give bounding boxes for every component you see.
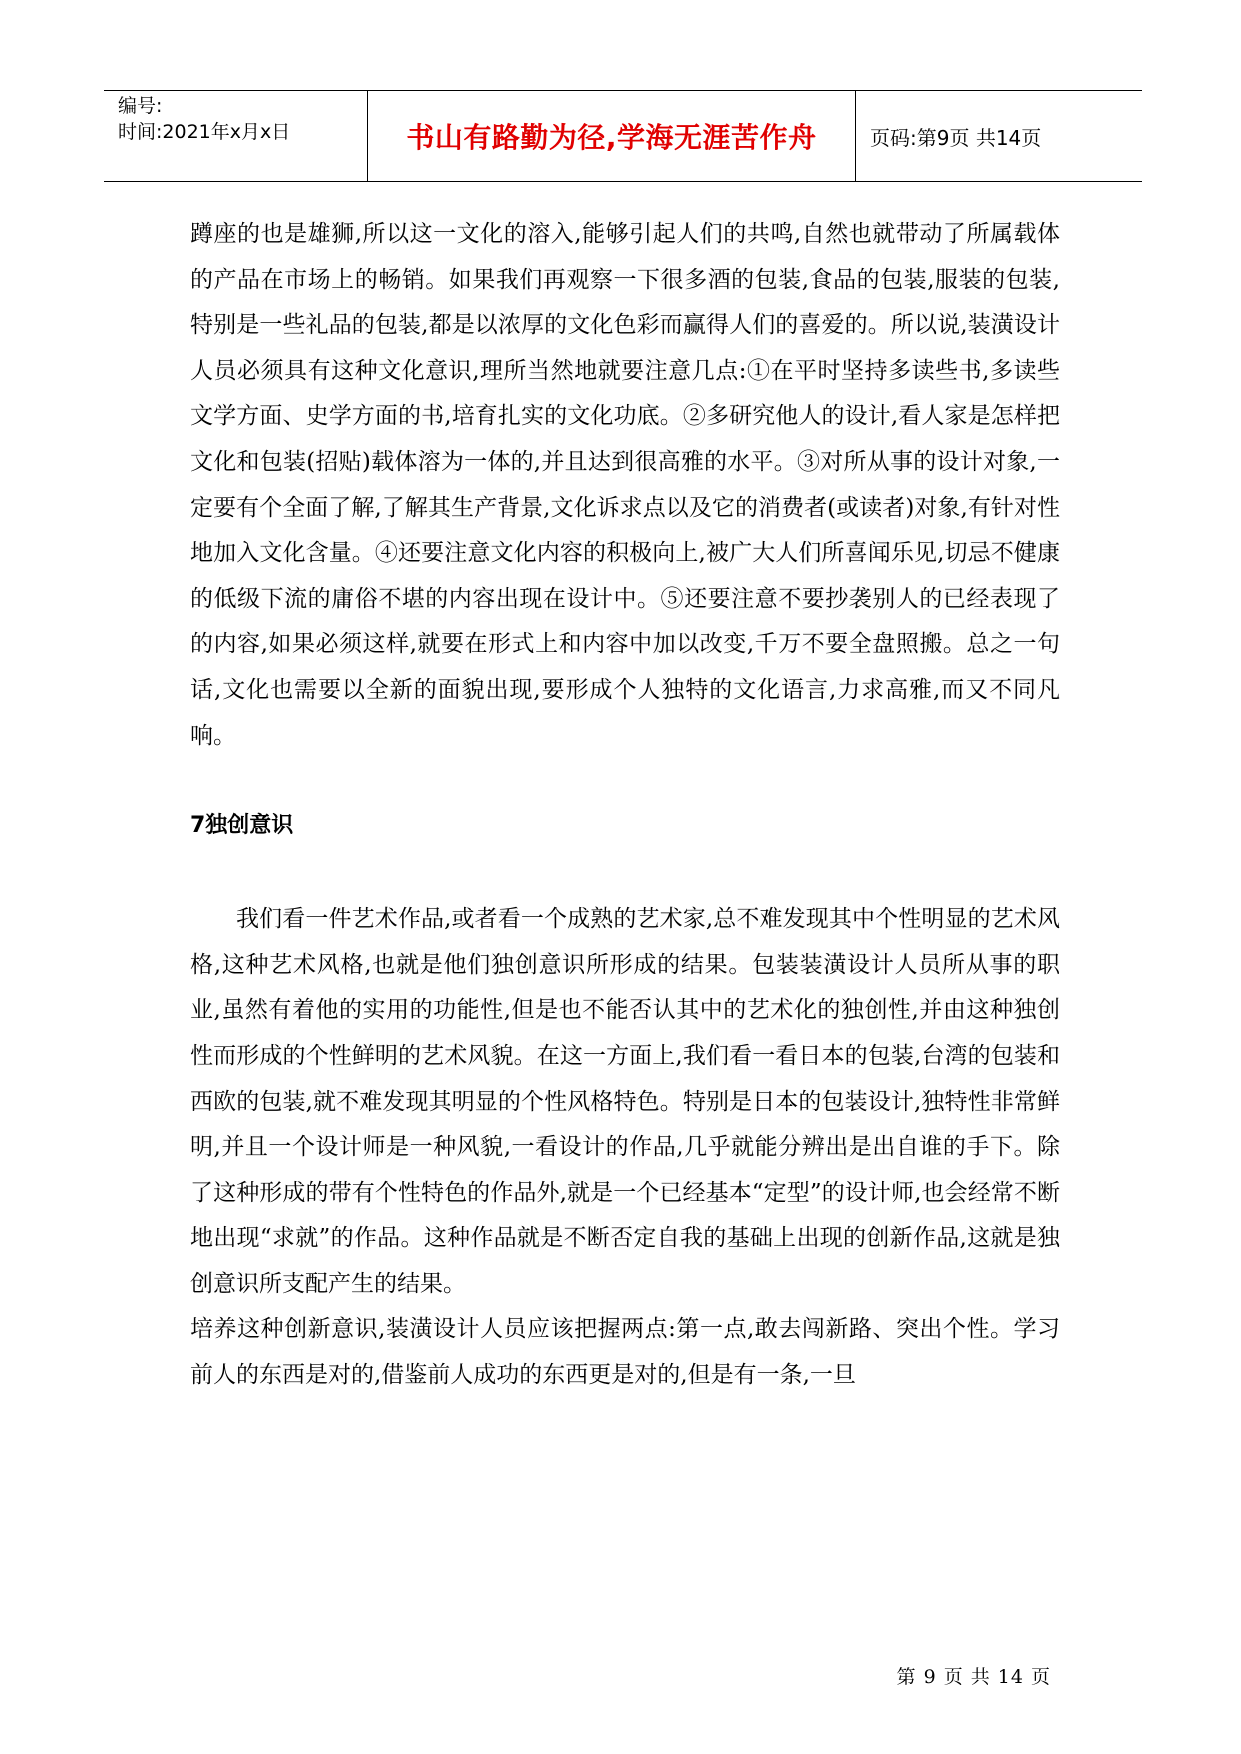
body-paragraph-2: 我们看一件艺术作品,或者看一个成熟的艺术家,总不难发现其中个性明显的艺术风格,这种艺术风格,也就是他们独创意识所形成的结果。包装装潢设计人员所从事的职业,虽然有着他的实用的功能性,但是也不能否认其中的艺术化的独创性,并由这种独创性而形成的个性鲜明的艺术风貌。在这一方面上,我们看一看日本的包装,台湾的包装和西欧的包装,就不难发现其明显的个性风格特色。特别是日本的包装设计,独特性非常鲜明,并且一个设计师是一种风貌,一看设计的作品,几乎就能分辨出是出自谁的手下。除了这种形成的带有个性特色的作品外,就是一个已经基本“定型”的设计师,也会经常不断地出现“求就”的作品。这种作品就是不断否定自我的基础上出现的创新作品,这就是独创意识所支配产生的结果。	[190, 906, 1060, 1297]
page-footer: 第 9 页 共 14 页	[896, 1666, 1051, 1688]
header-meta-cell	[104, 91, 368, 181]
header-motto-cell	[368, 91, 856, 181]
header-motto: 书山有路勤为径,学海无涯苦作舟	[406, 121, 817, 154]
header-page-cell	[856, 91, 1142, 181]
document-number-label: 编号:	[118, 95, 163, 117]
header-page-code: 页码:第9页 共14页	[870, 125, 1042, 150]
document-header	[104, 90, 1142, 182]
document-time-label: 时间:2021年x月x日	[118, 121, 291, 143]
body-paragraph-1: 蹲座的也是雄狮,所以这一文化的溶入,能够引起人们的共鸣,自然也就带动了所属载体的产品在市场上的畅销。如果我们再观察一下很多酒的包装,食品的包装,服装的包装,特别是一些礼品的包装,都是以浓厚的文化色彩而赢得人们的喜爱的。所以说,装潢设计人员必须具有这种文化意识,理所当然地就要注意几点:①在平时坚持多读些书,多读些文学方面、史学方面的书,培育扎实的文化功底。②多研究他人的设计,看人家是怎样把文化和包装(招贴)载体溶为一体的,并且达到很高雅的水平。③对所从事的设计对象,一定要有个全面了解,了解其生产背景,文化诉求点以及它的消费者(或读者)对象,有针对性地加入文化含量。④还要注意文化内容的积极向上,被广大人们所喜闻乐见,切忌不健康的低级下流的庸俗不堪的内容出现在设计中。⑤还要注意不要抄袭别人的已经表现了的内容,如果必须这样,就要在形式上和内容中加以改变,千万不要全盘照搬。总之一句话,文化也需要以全新的面貌出现,要形成个人独特的文化语言,力求高雅,而又不同凡响。	[190, 221, 1060, 749]
section-heading: 7独创意识	[190, 813, 294, 839]
body-paragraph-3: 培养这种创新意识,装潢设计人员应该把握两点:第一点,敢去闯新路、突出个性。学习前人的东西是对的,借鉴前人成功的东西更是对的,但是有一条,一旦	[190, 1316, 1060, 1389]
document-body	[190, 212, 1060, 1399]
